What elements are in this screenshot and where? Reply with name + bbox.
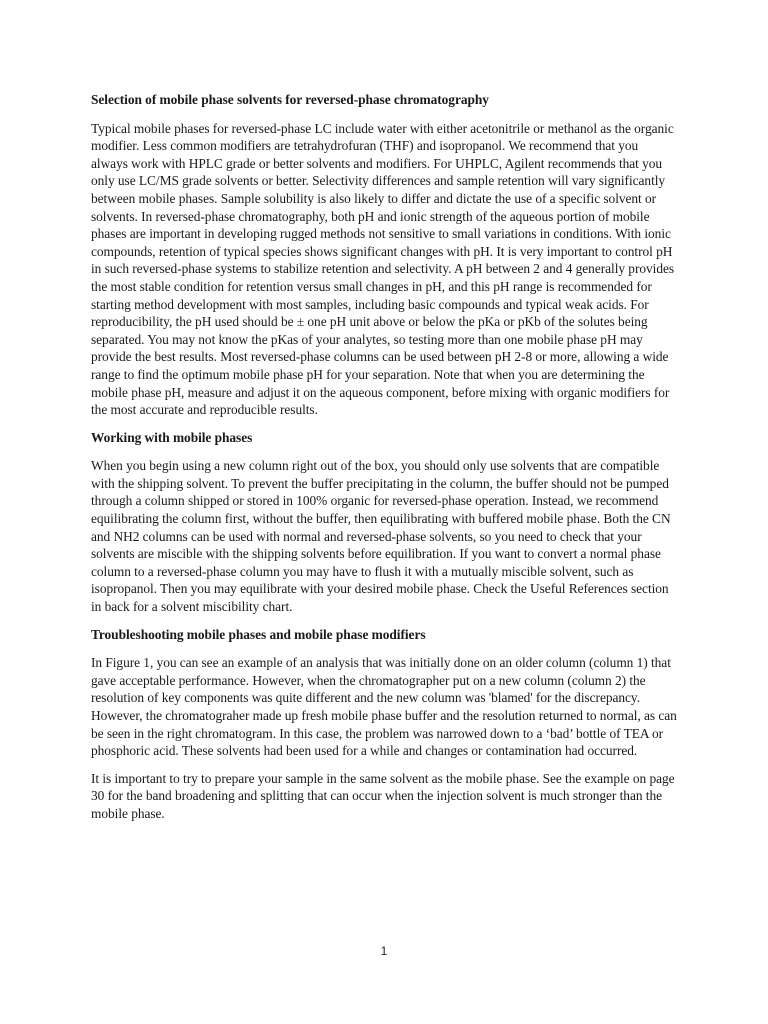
paragraph-working-with-mobile-phases: When you begin using a new column right out of the box, you should only use solvents that are compatible with the shipping solvent. To prevent the buffer precipitating in the column, the buffer should not be pumped through a column shipped or stored in 100% organic for reversed-phase operation. Instead, we recommend equilibrating the column first, without the buffer, then equilibrating with buffered mobile phase. Both the CN and NH2 columns can be used with normal and reversed-phase solvents, so you need to check that your solvents are miscible with the shipping solvents before equilibration. If you want to convert a normal phase column to a reversed-phase column you may have to flush it with a mutually miscible solvent, such as isopropanol. Then you may equilibrate with your desired mobile phase. Check the Useful References section in back for a solvent miscibility chart. <box>91 458 671 615</box>
section-heading-working-with-mobile-phases: Working with mobile phases <box>91 429 253 445</box>
page-number: 1 <box>380 944 388 958</box>
document-body <box>91 91 677 833</box>
section-heading-troubleshooting: Troubleshooting mobile phases and mobile phase modifiers <box>91 626 426 642</box>
section-heading-mobile-phase-solvents: Selection of mobile phase solvents for reversed-phase chromatography <box>91 92 489 107</box>
paragraph-troubleshooting-figure: In Figure 1, you can see an example of an analysis that was initially done on an older column (column 1) that gave acceptable performance. However, when the chromatographer put on a new column (column 2) the resolution of key components was quite different and the new column was 'blamed' for the discrepancy. However, the chromatograher made up fresh mobile phase buffer and the resolution returned to normal, as can be seen in the right chromatogram. In this case, the problem was narrowed down to a ‘bad’ bottle of TEA or phosphoric acid. These solvents had been used for a while and changes or contamination had occurred. <box>91 655 677 759</box>
paragraph-mobile-phase-solvents: Typical mobile phases for reversed-phase LC include water with either acetonitrile or methanol as the organic modifier. Less common modifiers are tetrahydrofuran (THF) and isopropanol. We recommend that you always work with HPLC grade or better solvents and modifiers. For UHPLC, Agilent recommends that you only use LC/MS grade solvents or better. Selectivity differences and sample retention will vary significantly between mobile phases. Sample solubility is also likely to differ and dictate the use of a specific solvent or solvents. In reversed-phase chromatography, both pH and ionic strength of the aqueous portion of mobile phases are important in developing rugged methods not sensitive to small variations in conditions. With ionic compounds, retention of typical species shows significant changes with pH. It is very important to control pH in such reversed-phase systems to stabilize retention and selectivity. A pH between 2 and 4 generally provides the most stable condition for retention versus small changes in pH, and this pH range is recommended for starting method development with most samples, including basic compounds and typical weak acids. For reproducibility, the pH used should be ± one pH unit above or below the pKa or pKb of the solutes being separated. You may not know the pKas of your analytes, so testing more than one mobile phase pH may provide the best results. Most reversed-phase columns can be used between pH 2-8 or more, allowing a wide range to find the optimum mobile phase pH for your separation. Note that when you are determining the mobile phase pH, measure and adjust it on the aqueous component, before mixing with organic modifiers for the most accurate and reproducible results. <box>91 120 675 418</box>
paragraph-troubleshooting-sample-solvent: It is important to try to prepare your sample in the same solvent as the mobile phase. See the example on page 30 for the band broadening and splitting that can occur when the injection solvent is much stronger than the mobile phase. <box>91 770 675 821</box>
